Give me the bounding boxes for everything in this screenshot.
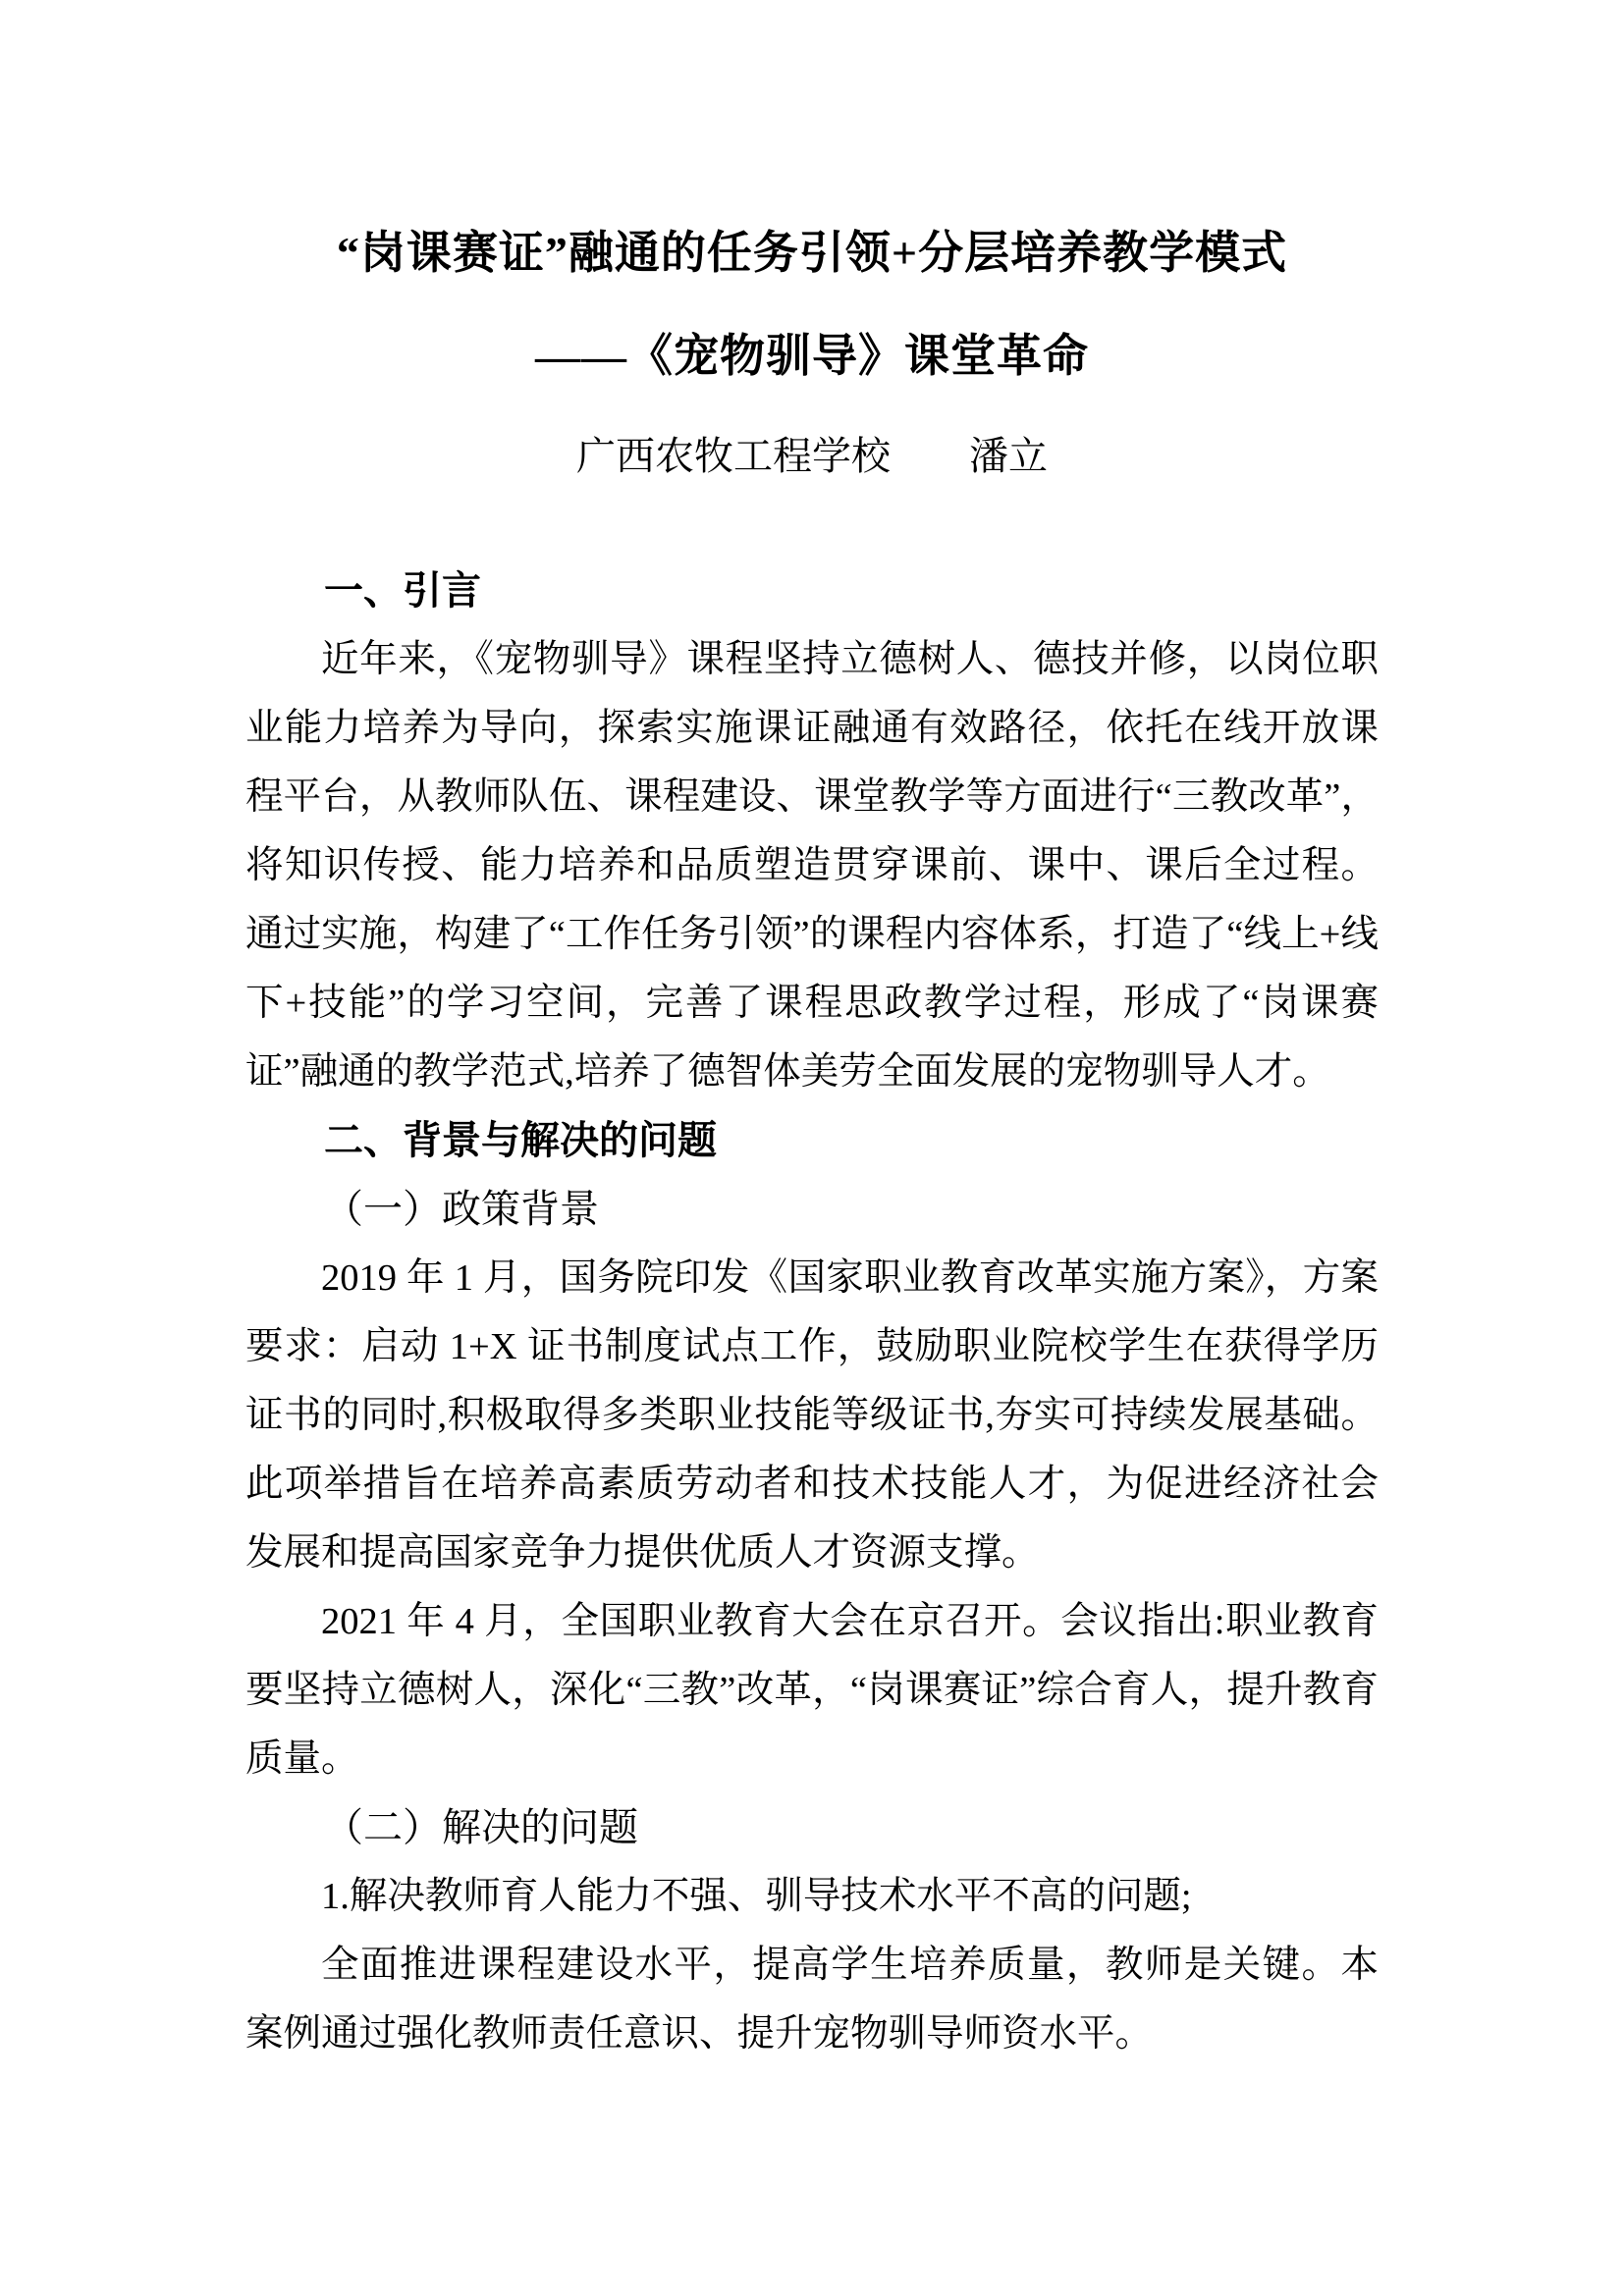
doc-title: “岗课赛证”融通的任务引领+分层培养教学模式 bbox=[336, 228, 1288, 278]
paragraph: 全面推进课程建设水平，提高学生培养质量，教师是关键。本案例通过强化教师责任意识、提升宠物驯导师资水平。 bbox=[245, 1945, 1379, 2055]
section-heading-background: 二、背景与解决的问题 bbox=[324, 1118, 717, 1162]
paragraph: 近年来，《宠物驯导》课程坚持立德树人、德技并修，以岗位职业能力培养为导向，探索实施课证融通有效路径，依托在线开放课程平台，从教师队伍、课程建设、课堂教学等方面进行“三教改革”，将知识传授、能力培养和品质塑造贯穿课前、课中、课后全过程。通过实施，构建了“工作任务引领”的课程内容体系，打造了“线上+线下+技能”的学习空间，完善了课程思政教学过程，形成了“岗课赛证”融通的教学范式,培养了德智体美劳全面发展的宠物驯导人才。 bbox=[245, 639, 1379, 1093]
section-heading-introduction: 一、引言 bbox=[324, 568, 481, 613]
doc-author: 广西农牧工程学校 潘立 bbox=[576, 434, 1048, 478]
subsection-heading-problems-solved: （二）解决的问题 bbox=[324, 1805, 638, 1849]
paragraph: 2019 年 1 月，国务院印发《国家职业教育改革实施方案》，方案要求：启动 1+X 证书制度试点工作，鼓励职业院校学生在获得学历证书的同时,积极取得多类职业技能等级证书,夯实可持续发展基础。此项举措旨在培养高素质劳动者和技术技能人才，为促进经济社会发展和提高国家竞争力提供优质人才资源支撑。 bbox=[245, 1257, 1379, 1574]
subsection-heading-policy-background: （一）政策背景 bbox=[324, 1187, 599, 1231]
doc-subtitle: ——《宠物驯导》课堂革命 bbox=[535, 331, 1089, 381]
paragraph: 2021 年 4 月，全国职业教育大会在京召开。会议指出:职业教育要坚持立德树人，深化“三教”改革，“岗课赛证”综合育人，提升教育质量。 bbox=[245, 1601, 1379, 1780]
numbered-item: 1.解决教师育人能力不强、驯导技术水平不高的问题; bbox=[321, 1876, 1192, 1917]
